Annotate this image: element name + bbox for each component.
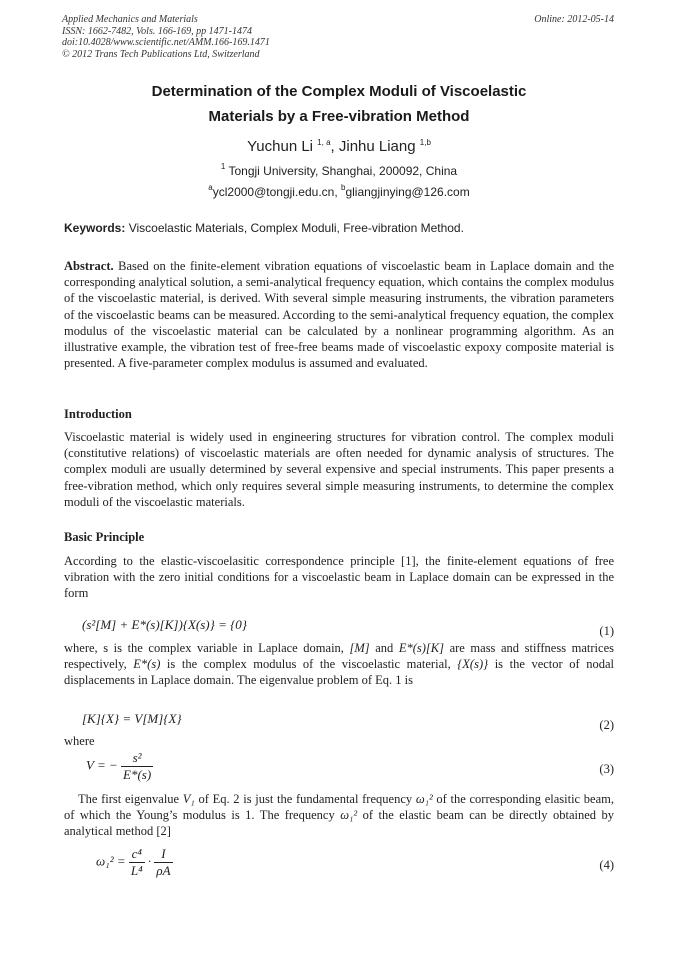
issn: ISSN: 1662-7482, Vols. 166-169, pp 1471-1474 <box>62 25 252 37</box>
author-list <box>0 138 678 155</box>
emails <box>0 185 678 199</box>
eq4-denominator-1: L⁴ <box>130 863 143 878</box>
p2-a: The first eigenvalue <box>78 792 183 806</box>
symbol-frequency-2: ω₁² <box>340 808 358 823</box>
eq3-lhs: V = − <box>86 757 118 773</box>
author-1-sup: 1, a <box>317 138 331 147</box>
author-2: Jinhu Liang <box>338 138 416 155</box>
eq3-denominator: E*(s) <box>123 767 152 782</box>
eq4-numerator-2: I <box>154 846 172 863</box>
basic-principle-p1: According to the elastic-viscoelasitic correspondence principle [1], the finite-element equations of free vibration with the zero initial conditions for a viscoelastic beam in Laplace domain can be expressed in the form <box>64 554 614 601</box>
eq3-fraction <box>121 750 153 783</box>
where-paragraph-1 <box>64 640 614 689</box>
journal-name: Applied Mechanics and Materials <box>62 14 198 25</box>
copyright: © 2012 Trans Tech Publications Ltd, Switzerland <box>62 48 260 60</box>
author-sep: , <box>330 138 339 155</box>
online-date: Online: 2012-05-14 <box>534 14 614 25</box>
where1-e: is the vector of nodal displacements in Laplace domain. The eigenvalue problem of Eq. 1 is <box>64 657 615 688</box>
symbol-nodal-vector: {X(s)} <box>457 657 489 672</box>
basic-principle-p2 <box>64 791 614 840</box>
eq4-fraction-2 <box>154 846 172 879</box>
symbol-frequency-1: ω₁² <box>415 792 433 806</box>
equation-3 <box>86 750 153 783</box>
equation-3-number: (3) <box>599 762 614 776</box>
email-b[interactable]: gliangjinying@126.com <box>345 185 470 199</box>
keywords-label: Keywords: <box>64 221 126 235</box>
abstract-label: Abstract. <box>64 259 114 273</box>
eq4-dot: · <box>147 853 152 869</box>
where1-a: where, s is the complex variable in Laplace domain, <box>64 641 350 655</box>
affiliation-text: Tongji University, Shanghai, 200092, China <box>225 164 458 178</box>
author-2-sup: 1,b <box>419 138 431 147</box>
equation-2-number: (2) <box>599 718 614 732</box>
symbol-complex-modulus: E*(s) <box>133 657 161 672</box>
p2-b: of Eq. 2 is just the fundamental frequency <box>194 792 416 806</box>
abstract <box>64 258 614 371</box>
symbol-eigenvalue: V₁ <box>182 792 195 806</box>
email-a[interactable]: ycl2000@tongji.edu.cn, <box>212 185 341 199</box>
where1-b: and <box>369 641 399 655</box>
introduction-text: Viscoelastic material is widely used in engineering structures for vibration control. The complex moduli (constitutive relations) of viscoelastic materials are often needed for dynamic analysis of structures. The complex moduli are usually determined by several expensive and special instruments. This paper presents a free-vibration method, which only requires several simple measuring instruments, to determine the complex moduli of the viscoelastic materials. <box>64 430 614 509</box>
where1-d: is the complex modulus of the viscoelastic material, <box>160 657 458 672</box>
eq4-numerator-1: c⁴ <box>129 846 145 863</box>
p2-c: of the corresponding elasitic beam, of which the Young’s modulus is 1. The frequency <box>64 792 614 823</box>
paper-title-line2: Materials by a Free-vibration Method <box>208 108 470 125</box>
eq3-numerator: s² <box>121 750 153 767</box>
equation-4-number: (4) <box>599 858 614 872</box>
paper-title-line1: Determination of the Complex Moduli of Viscoelastic <box>151 83 527 100</box>
eq4-fraction-1 <box>129 846 145 879</box>
author-1: Yuchun Li <box>247 138 313 155</box>
equation-1-number: (1) <box>599 624 614 638</box>
journal-header <box>62 14 270 60</box>
equation-4 <box>96 846 173 879</box>
email-a-sup: a <box>208 183 213 192</box>
symbol-mass-matrix: [M] <box>349 641 370 655</box>
eq4-denominator-2: ρA <box>156 863 171 878</box>
equation-1: (s²[M] + E*(s)[K]){X(s)} = {0} <box>82 617 248 632</box>
p2-d: of the elastic beam can be directly obtained by analytical method [2] <box>64 808 614 839</box>
affiliation <box>0 164 678 178</box>
symbol-stiffness: E*(s)[K] <box>398 641 445 655</box>
basic-principle-heading: Basic Principle <box>64 530 145 544</box>
keywords <box>64 221 464 235</box>
keywords-text: Viscoelastic Materials, Complex Moduli, Free-vibration Method. <box>125 221 464 235</box>
equation-2: [K]{X} = V[M]{X} <box>82 711 182 726</box>
doi: doi:10.4028/www.scientific.net/AMM.166-169.1471 <box>62 37 270 48</box>
introduction-heading: Introduction <box>64 407 132 421</box>
where-label: where <box>64 734 95 748</box>
eq4-lhs: ω₁² = <box>96 853 126 869</box>
email-b-sup: b <box>341 183 346 192</box>
abstract-text: Based on the finite-element vibration equations of viscoelastic beam in Laplace domain and the corresponding analytical solution, a semi-analytical frequency equation, which contains the complex modulus of the viscoelastic material, is derived. With several simple measuring instruments, the vibration parameters of the viscoelastic beams can be measured. According to the semi-analytical frequency equation, the complex modulus of the viscoelastic material can be calculated by a nonlinear programming algorithm. As an illustrative example, the vibration test of free-free beams made of viscoelastic expoxy composite material is presented. A five-parameter complex modulus is assumed and evaluated. <box>64 259 614 371</box>
affiliation-num: 1 <box>220 162 226 171</box>
where1-c: are mass and stiffness matrices respectively, <box>64 641 614 672</box>
